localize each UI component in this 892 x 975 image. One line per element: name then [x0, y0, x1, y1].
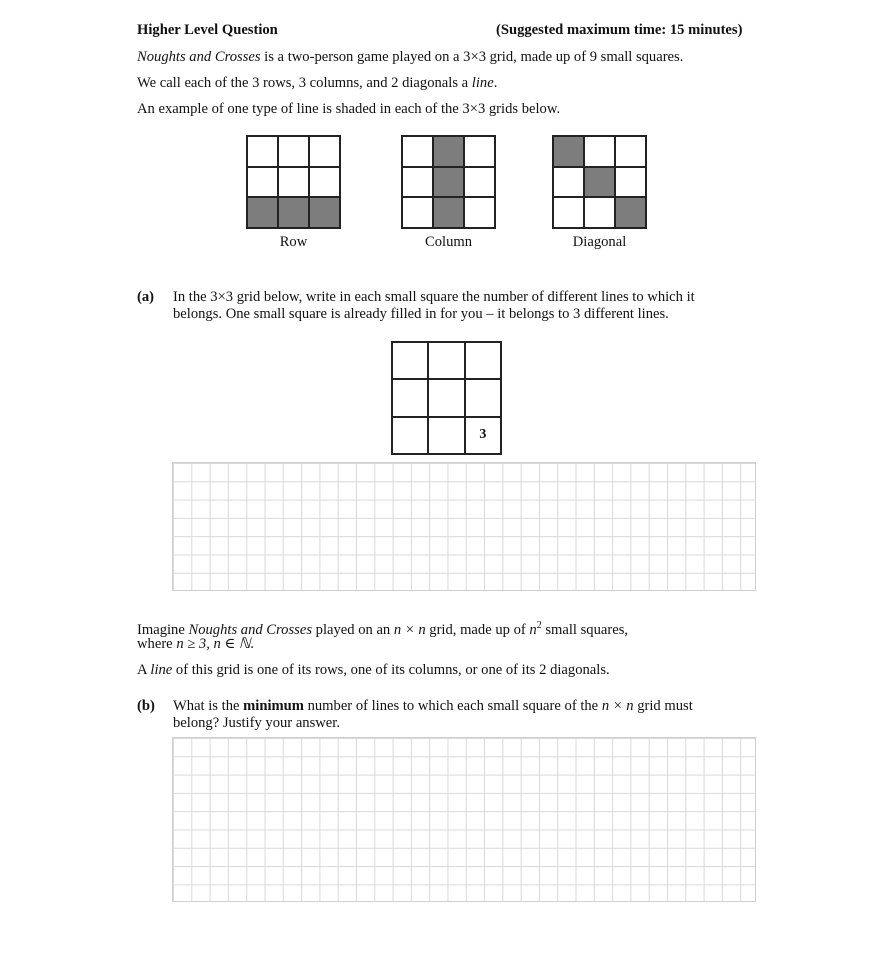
part-a-cell[interactable] [392, 342, 428, 379]
column-label: Column [424, 234, 473, 250]
part-a-cell[interactable] [428, 417, 464, 454]
part-a-grid [391, 341, 502, 455]
part-a-cell[interactable] [465, 379, 501, 416]
nxn-intro-line-2: where n ≥ 3, n ∈ ℕ. [137, 636, 255, 652]
part-a-text: In the 3×3 grid below, write in each small square the number of different lines to which it belongs. One small square is already filled in for you – it belongs to 3 different lines. [173, 289, 695, 322]
part-a-cell[interactable] [465, 342, 501, 379]
diagonal-label: Diagonal [572, 234, 627, 250]
part-a-cell[interactable] [392, 379, 428, 416]
suggested-time: (Suggested maximum time: 15 minutes) [496, 22, 743, 38]
column-example-grid [401, 135, 496, 229]
row-example-grid [246, 135, 341, 229]
row-label: Row [279, 234, 308, 250]
part-b-text: What is the minimum number of lines to which each small square of the n × n grid must belong? Justify your answer. [173, 698, 693, 731]
intro-line-2: We call each of the 3 rows, 3 columns, and 2 diagonals a line. [137, 75, 498, 91]
part-a-cell-filled[interactable]: 3 [465, 417, 501, 454]
question-title: Higher Level Question [137, 22, 278, 38]
part-a-cell[interactable] [392, 417, 428, 454]
intro-line-1: Noughts and Crosses is a two-person game played on a 3×3 grid, made up of 9 small squares. [137, 49, 684, 65]
diagonal-example-grid [552, 135, 647, 229]
part-b-answer-area[interactable] [172, 737, 756, 902]
line-definition: A line of this grid is one of its rows, one of its columns, or one of its 2 diagonals. [137, 662, 610, 678]
intro-line-3: An example of one type of line is shaded in each of the 3×3 grids below. [137, 101, 561, 117]
part-a-answer-area[interactable] [172, 462, 756, 591]
part-a-cell[interactable] [428, 342, 464, 379]
part-a-cell[interactable] [428, 379, 464, 416]
part-a-label: (a) [137, 289, 155, 305]
part-b-label: (b) [137, 698, 155, 714]
nxn-intro-line-1: Imagine Noughts and Crosses played on an n × n grid, made up of $n^2$ small squares, [137, 620, 629, 638]
